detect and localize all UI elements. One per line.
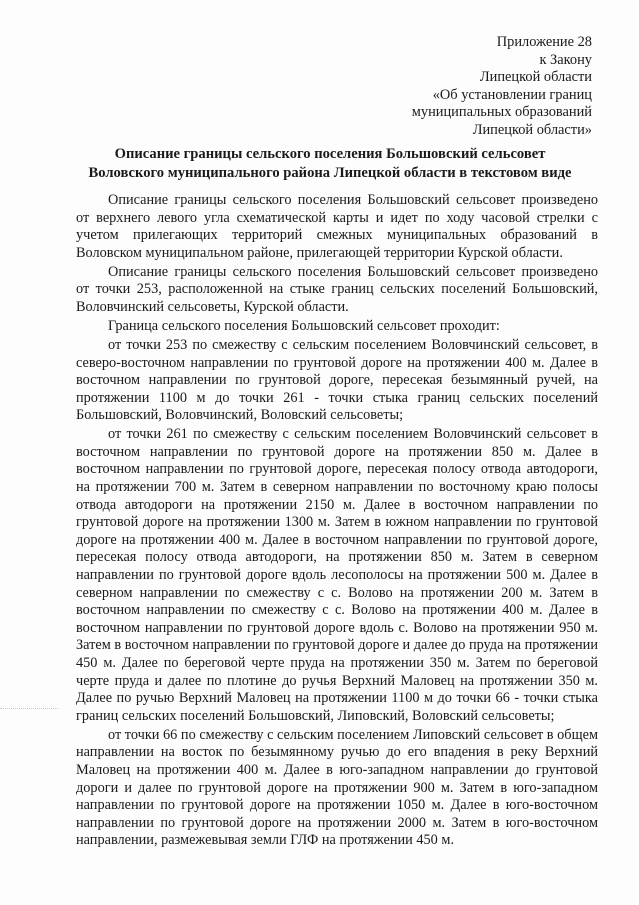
paragraph: Описание границы сельского поселения Большовский сельсовет произведено от точки 253, расположенной на стыке границ сельских поселений Большовский, Воловчинский сельсоветы, Курской области. — [76, 263, 598, 315]
paragraph: Граница сельского поселения Большовский сельсовет проходит: — [108, 317, 500, 334]
header-line: к Закону — [539, 51, 592, 68]
header-line: Приложение 28 — [496, 34, 592, 50]
document-body — [76, 192, 598, 850]
header-line: Липецкой области — [479, 69, 592, 86]
paragraph: Описание границы сельского поселения Большовский сельсовет произведено от верхнего левого угла схематической карты и идет по ходу часовой стрелки с учетом прилегающих территорий смежных муниципальных образований в Воловском муниципальном районе, прилегающей территории Курской области. — [76, 192, 598, 261]
appendix-header — [332, 34, 592, 140]
paragraph: от точки 66 по смежеству с сельским поселением Липовский сельсовет в общем направлении на восток по безымянному ручью до его впадения в реку Верхний Маловец на протяжении 400 м. Далее в юго-западном направлении до грунтовой дороги и далее по грунтовой дороге на протяжении 900 м. Затем в юго-западном направлении по грунтовой дороге на протяжении 1050 м. Далее в юго-восточном направлении по грунтовой дороге на протяжении 2000 м. Затем в юго-восточном направлении, размежевывая земли ГЛФ на протяжении 450 м. — [76, 726, 598, 849]
title-line-2: Воловского муниципального района Липецкой области в текстовом виде — [88, 165, 572, 181]
header-line: муниципальных образований — [411, 104, 592, 121]
document-title — [60, 145, 600, 183]
header-line: «Об установлении границ — [432, 86, 592, 103]
scan-margin-mark — [0, 708, 58, 709]
title-line-1: Описание границы сельского поселения Большовский сельсовет — [114, 146, 546, 162]
paragraph: от точки 253 по смежеству с сельским поселением Воловчинский сельсовет, в северо-восточном направлении по грунтовой дороге на протяжении 400 м. Далее в восточном направлении по грунтовой дороге, пересекая безымянный ручей, на протяжении 1100 м до точки 261 - точки стыка границ сельских поселений Большовский, Воловчинский, Воловский сельсоветы; — [76, 336, 598, 424]
paragraph: от точки 261 по смежеству с сельским поселением Воловчинский сельсовет в восточном направлении по грунтовой дороге на протяжении 850 м. Далее в восточном направлении по грунтовой дороге, пересекая полосу отвода автодороги, на протяжении 700 м. Затем в северном направлении по восточному краю полосы отвода автодороги на протяжении 2150 м. Далее в восточном направлении по грунтовой дороге на протяжении 1300 м. Затем в южном направлении по грунтовой дороге на протяжении 400 м. Далее в восточном направлении по грунтовой дороге, пересекая полосу отвода автодороги, на протяжении 850 м. Затем в северном направлении по грунтовой дороге вдоль лесополосы на протяжении 500 м. Далее в северном направлении по смежеству с с. Волово на протяжении 200 м. Затем в восточном направлении по смежеству с с. Волово на протяжении 400 м. Далее в восточном направлении по грунтовой дороге вдоль с. Волово на протяжении 950 м. Затем в восточном направлении по грунтовой дороге и далее до пруда на протяжении 450 м. Далее по береговой черте пруда на протяжении 350 м. Затем по береговой черте пруда и далее по плотине до ручья Верхний Маловец на протяжении 350 м. Далее по ручью Верхний Маловец на протяжении 1100 м до точки 66 - точки стыка границ сельских поселений Большовский, Липовский, Воловский сельсоветы; — [76, 426, 598, 724]
header-line: Липецкой области» — [472, 121, 592, 138]
